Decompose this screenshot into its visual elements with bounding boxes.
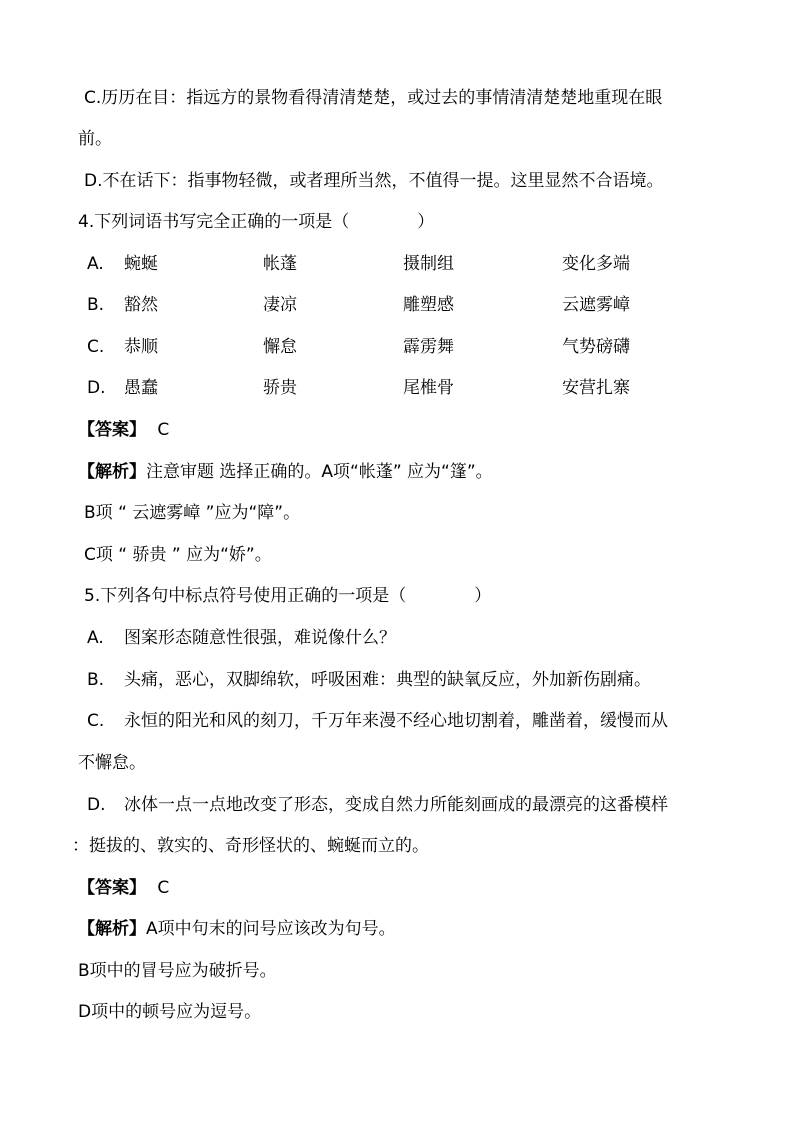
analysis-tag: 【解析】 [78,462,146,482]
option-word: 霹雳舞 [403,337,454,357]
analysis-text: A项中句末的问号应该改为句号。 [146,919,396,939]
option-word: 安营扎寨 [562,378,630,398]
option-c-definition-line1: C.历历在目：指远方的景物看得清清楚楚，或过去的事情清清楚楚地重现在眼 [84,88,663,108]
q4-analysis-line1 [78,462,493,482]
answer-tag: 【答案】 [78,420,146,440]
option-word: 雕塑感 [403,295,454,315]
q5-answer [78,878,169,898]
q5-analysis-line1 [78,919,396,939]
question-5-stem: 5.下列各句中标点符号使用正确的一项是（ ） [84,586,492,606]
q5-option-c-continued: 不懈怠。 [78,753,146,773]
q5-analysis-line3: D项中的顿号应为逗号。 [78,1002,262,1022]
option-text: 冰体一点一点地改变了形态，变成自然力所能刻画成的最漂亮的这番模样 [124,795,668,815]
option-word: 摄制组 [403,254,454,274]
option-label: B. [87,295,105,315]
option-word: 尾椎骨 [403,378,454,398]
option-word: 帐蓬 [263,254,297,274]
option-word: 云遮雾嶂 [562,295,630,315]
q4-answer [78,420,169,440]
option-word: 变化多端 [562,254,630,274]
option-word: 恭顺 [124,337,158,357]
option-word: 豁然 [124,295,158,315]
option-label: B. [87,670,105,690]
option-text: 头痛，恶心，双脚绵软，呼吸困难：典型的缺氧反应，外加新伤剧痛。 [124,670,651,690]
answer-value: C [157,878,170,898]
option-label: C. [87,337,105,357]
question-4-stem: 4.下列词语书写完全正确的一项是（ ） [78,212,435,232]
option-word: 懈怠 [263,337,297,357]
option-text: 永恒的阳光和风的刻刀，千万年来漫不经心地切割着，雕凿着，缓慢而从 [124,711,668,731]
option-d-definition: D.不在话下：指事物轻微，或者理所当然，不值得一提。这里显然不合语境。 [84,171,664,191]
option-label: D. [87,378,106,398]
analysis-text: 注意审题 选择正确的。A项“帐蓬” 应为“篷”。 [146,462,493,482]
option-label: A. [87,254,104,274]
option-word: 骄贵 [263,378,297,398]
option-word: 蜿蜒 [124,254,158,274]
option-label: A. [87,628,104,648]
q5-analysis-line2: B项中的冒号应为破折号。 [78,961,277,981]
option-word: 气势磅礴 [562,337,630,357]
q4-analysis-line3: C项 “ 骄贵 ” 应为“娇”。 [84,545,272,565]
answer-value: C [157,420,170,440]
option-c-definition-line2: 前。 [78,129,112,149]
option-word: 愚蠢 [124,378,158,398]
option-label: D. [87,795,106,815]
answer-tag: 【答案】 [78,878,146,898]
option-label: C. [87,711,105,731]
option-text: 图案形态随意性很强，难说像什么？ [124,628,396,648]
q4-analysis-line2: B项 “ 云遮雾嶂 ”应为“障”。 [84,503,301,523]
analysis-tag: 【解析】 [78,919,146,939]
q5-option-d-continued: ：挺拔的、敦实的、奇形怪状的、蜿蜒而立的。 [72,836,429,856]
option-word: 凄凉 [263,295,297,315]
